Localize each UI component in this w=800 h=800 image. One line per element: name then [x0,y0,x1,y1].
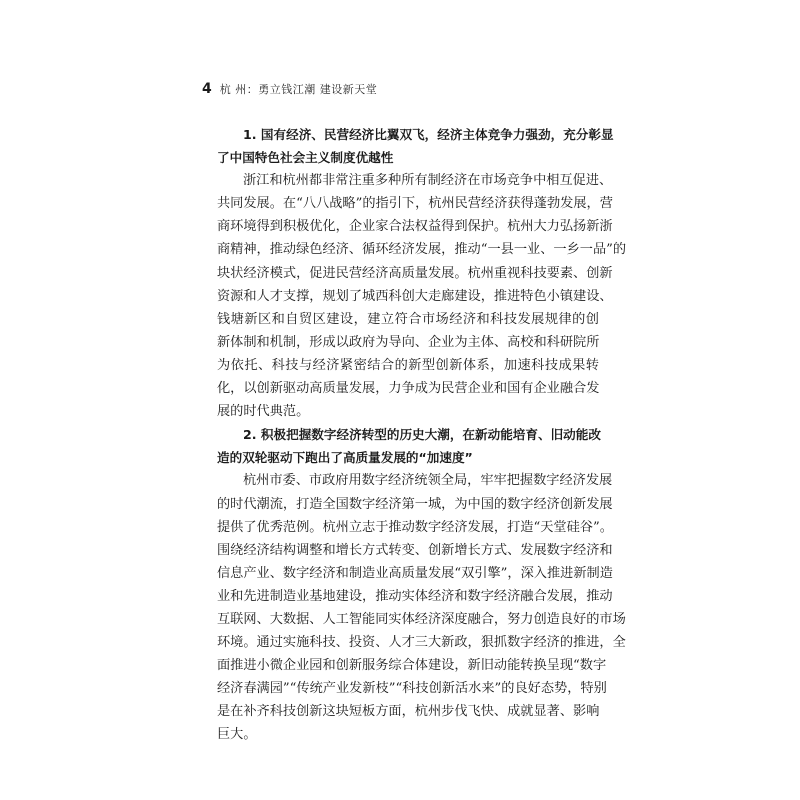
paragraph-line: 商环境得到积极优化，企业家合法权益得到保护。杭州大力弘扬新浙 [217,219,613,235]
body-paragraph [217,469,626,746]
paragraph-line: 为依托、科技与经济紧密结合的新型创新体系，加速科技成果转 [217,357,599,373]
paragraph-line: 提供了优秀范例。杭州立志于推动数字经济发展，打造“天堂硅谷”。 [217,519,613,535]
paragraph-line: 环境。通过实施科技、投资、人才三大新政，狠抓数字经济的推进，全 [217,635,626,651]
running-head [202,81,377,99]
paragraph-line: 杭州市委、市政府用数字经济统领全局，牢牢把握数字经济发展 [243,473,613,489]
heading-line: 造的双轮驱动下跑出了高质量发展的“加速度” [217,450,473,466]
paragraph-line: 互联网、大数据、人工智能同实体经济深度融合，努力创造良好的市场 [217,611,626,627]
paragraph-line: 共同发展。在“八八战略”的指引下，杭州民营经济获得蓬勃发展，营 [217,196,613,212]
section-heading [217,423,599,469]
paragraph-line: 围绕经济结构调整和增长方式转变、创新增长方式、发展数字经济和 [217,542,613,558]
heading-line: 2. 积极把握数字经济转型的历史大潮，在新动能培育、旧动能改 [243,427,601,443]
paragraph-line: 面推进小微企业园和创新服务综合体建设，新旧动能转换呈现“数字 [217,658,607,674]
body-text [217,123,627,747]
paragraph-line: 化，以创新驱动高质量发展，力争成为民营企业和国有企业融合发 [217,381,600,397]
paragraph-line: 信息产业、数字经济和制造业高质量发展“双引擎”，深入推进新制造 [217,565,613,581]
heading-line: 1. 国有经济、民营经济比翼双飞，经济主体竞争力强劲，充分彰显 [243,127,614,142]
paragraph-line: 块状经济模式，促进民营经济高质量发展。杭州重视科技要素、创新 [217,265,613,281]
paragraph-line: 资源和人才支撑，规划了城西科创大走廊建设，推进特色小镇建设、 [217,288,613,304]
body-paragraph [217,169,627,423]
paragraph-line: 新体制和机制，形成以政府为导向、企业为主体、高校和科研院所 [217,334,600,350]
paragraph-line: 巨大。 [217,727,257,743]
paragraph-line: 钱塘新区和自贸区建设，建立符合市场经济和科技发展规律的创 [217,311,599,327]
paragraph-line: 经济春满园”“传统产业发新枝”“科技创新活水来”的良好态势，特别 [217,681,607,697]
paragraph-line: 的时代潮流，打造全国数字经济第一城，为中国的数字经济创新发展 [217,496,613,512]
section-heading [217,123,614,169]
paragraph-line: 商精神，推动绿色经济、循环经济发展，推动“一县一业、一乡一品”的 [217,242,627,258]
running-title: 杭 州：勇立钱江潮 建设新天堂 [219,83,378,96]
paragraph-line: 展的时代典范。 [217,404,310,420]
paragraph-line: 浙江和杭州都非常注重多种所有制经济在市场竞争中相互促进、 [243,173,613,189]
paragraph-line: 业和先进制造业基地建设，推动实体经济和数字经济融合发展，推动 [217,588,613,604]
paragraph-line: 是在补齐科技创新这块短板方面，杭州步伐飞快、成就显著、影响 [217,704,600,720]
page-number: 4 [202,81,212,97]
heading-line: 了中国特色社会主义制度优越性 [217,150,394,166]
